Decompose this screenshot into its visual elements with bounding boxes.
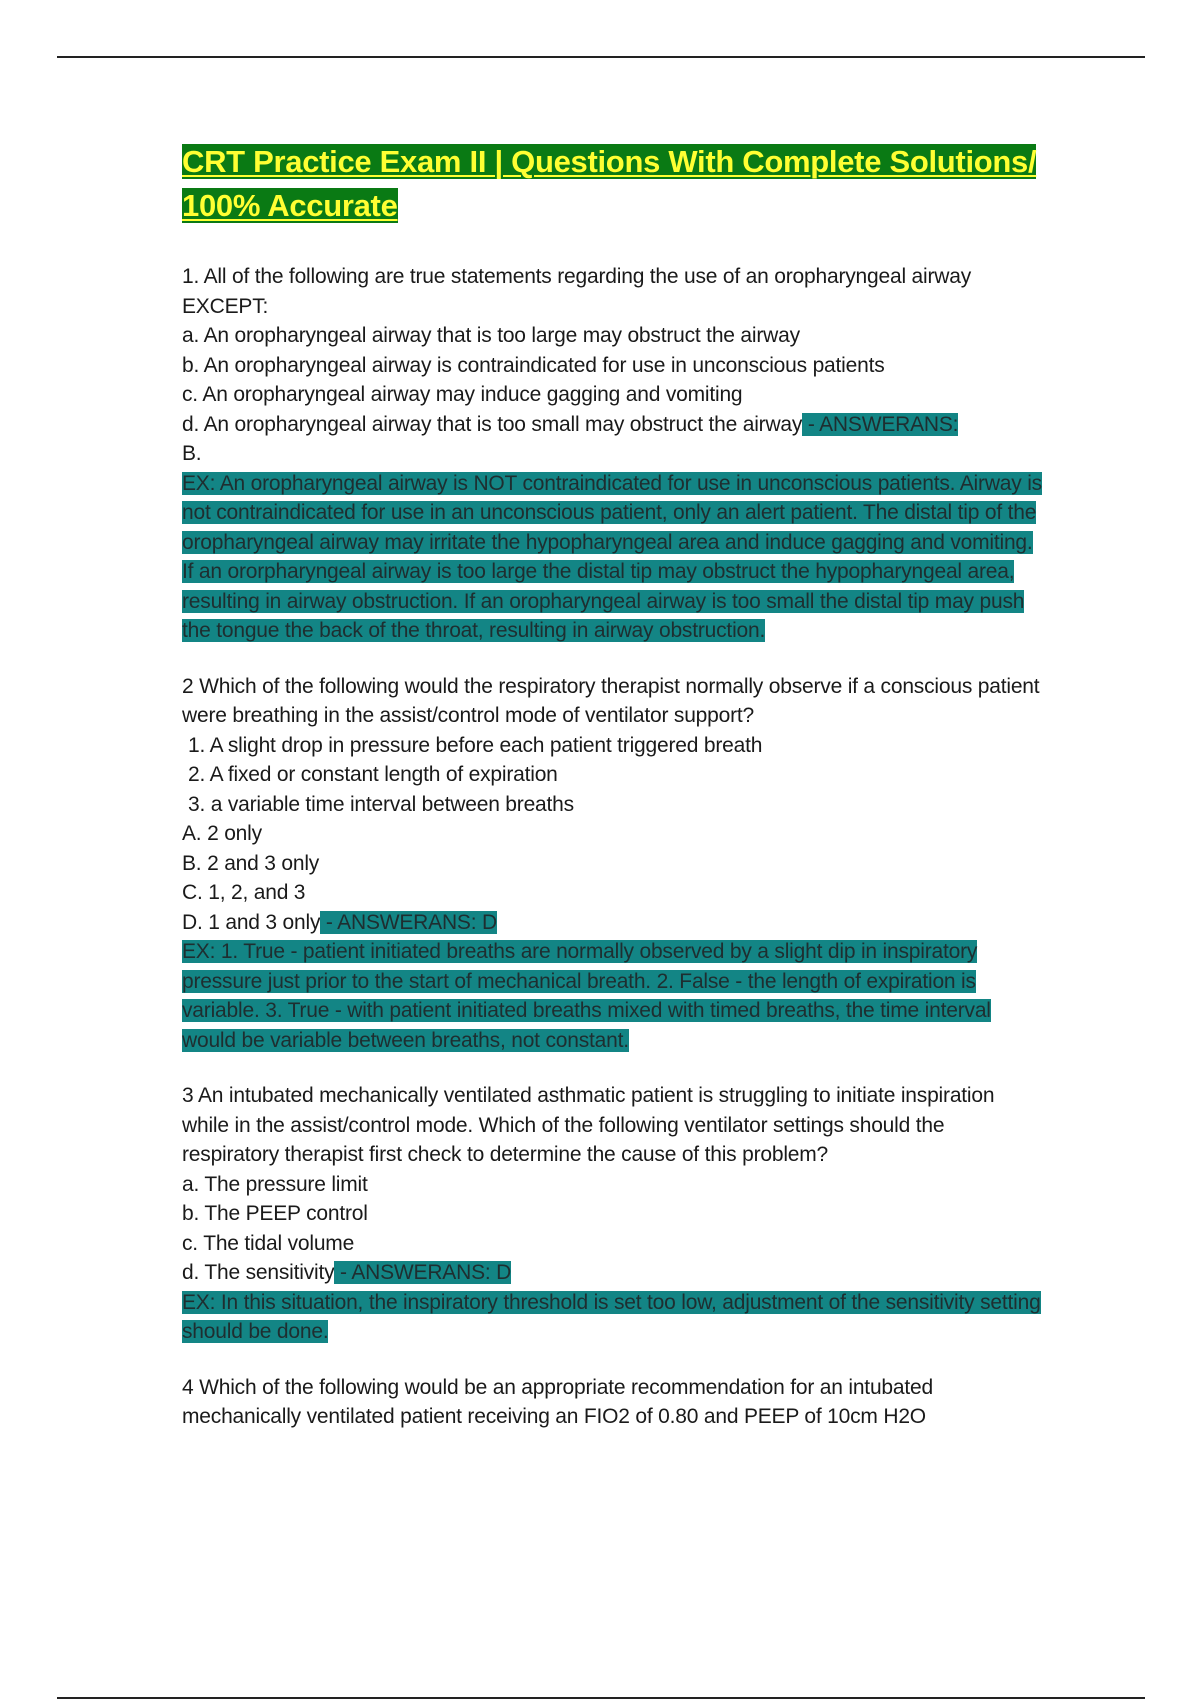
option-a: a. The pressure limit	[182, 1172, 368, 1196]
statement-3: 3. a variable time interval between breaths	[188, 792, 574, 816]
option-a: a. An oropharyngeal airway that is too large may obstruct the airway	[182, 324, 800, 347]
document-body	[182, 140, 1042, 1432]
answer-label: - ANSWERANS:	[802, 412, 959, 436]
option-b: b. An oropharyngeal airway is contraindicated for use in unconscious patients	[182, 353, 885, 377]
explanation: EX: In this situation, the inspiratory threshold is set too low, adjustment of the sensitivity setting should be done.	[182, 1290, 1041, 1343]
answer-label: - ANSWERANS: D	[334, 1261, 512, 1284]
question-3	[182, 1081, 1042, 1347]
option-d: d. The sensitivity - ANSWERANS: D	[182, 1261, 512, 1284]
document-title: CRT Practice Exam II | Questions With Complete Solutions/ 100% Accurate	[182, 144, 1037, 223]
answer-label: - ANSWERANS: D	[320, 910, 497, 934]
option-b: B. 2 and 3 only	[182, 851, 320, 875]
explanation: EX: 1. True - patient initiated breaths are normally observed by a slight dip in inspiratory pressure just prior to the start of mechanical breath. 2. False - the length of expiration is variable. 3. True - with patient initiated breaths mixed with timed breaths, the time interval would be variable between breaths, not constant.	[182, 940, 991, 1052]
option-a: A. 2 only	[182, 822, 262, 845]
question-2	[182, 672, 1042, 1056]
option-b: b. The PEEP control	[182, 1202, 368, 1225]
answer-value: B.	[182, 442, 202, 465]
option-c: c. The tidal volume	[182, 1231, 355, 1255]
question-1	[182, 262, 1042, 646]
option-c: c. An oropharyngeal airway may induce gagging and vomiting	[182, 383, 743, 406]
question-prompt: 4 Which of the following would be an appropriate recommendation for an intubated mechanically ventilated patient receiving an FIO2 of 0.80 and PEEP of 10cm H2O	[182, 1375, 933, 1428]
question-4	[182, 1373, 1042, 1432]
footer-rule	[57, 1697, 1145, 1699]
question-prompt: 2 Which of the following would the respiratory therapist normally observe if a conscious patient were breathing in the assist/control mode of ventilator support?	[182, 674, 1040, 727]
option-d: d. An oropharyngeal airway that is too small may obstruct the airway - ANSWERANS:	[182, 412, 959, 436]
option-d: D. 1 and 3 only - ANSWERANS: D	[182, 910, 497, 934]
statement-1: 1. A slight drop in pressure before each patient triggered breath	[188, 733, 763, 757]
explanation: EX: An oropharyngeal airway is NOT contraindicated for use in unconscious patients. Airway is not contraindicated for use in an unconscious patient, only an alert patient. The distal tip of the oropharyngeal airway may irritate the hypopharyngeal area and induce gagging and vomiting. If an ororpharyngeal airway is too large the distal tip may obstruct the hypopharyngeal area, resulting in airway obstruction. If an oropharyngeal airway is too small the distal tip may push the tongue the back of the throat, resulting in airway obstruction.	[182, 471, 1042, 642]
question-prompt: 1. All of the following are true statements regarding the use of an oropharyngeal airway EXCEPT:	[182, 265, 972, 318]
statement-2: 2. A fixed or constant length of expiration	[188, 763, 558, 786]
header-rule	[57, 56, 1145, 58]
question-prompt: 3 An intubated mechanically ventilated asthmatic patient is struggling to initiate inspiration while in the assist/control mode. Which of the following ventilator settings should the respiratory therapist first check to determine the cause of this problem?	[182, 1084, 995, 1166]
option-c: C. 1, 2, and 3	[182, 881, 306, 904]
